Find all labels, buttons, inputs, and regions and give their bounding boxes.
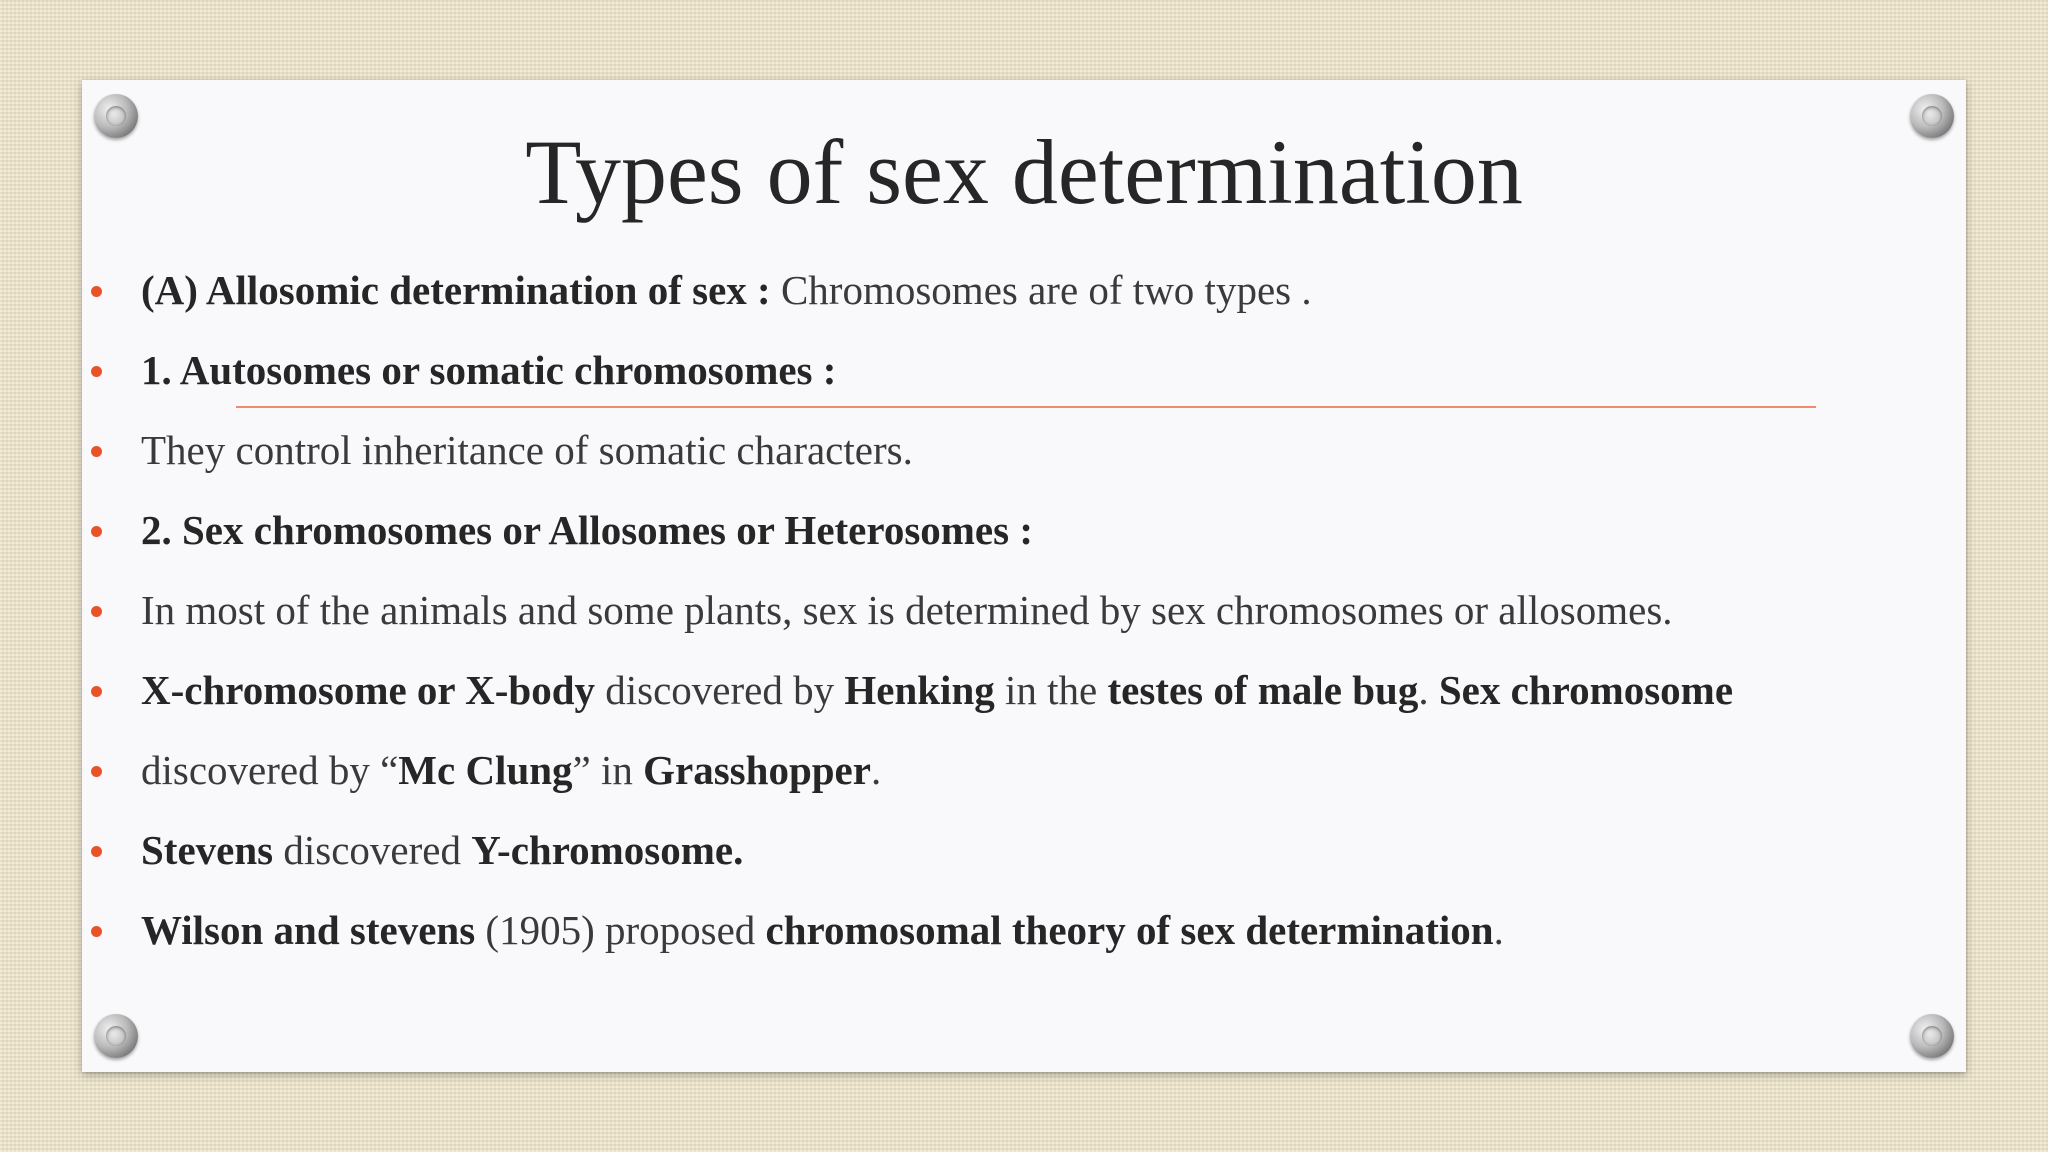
- plain-text: in the: [994, 667, 1108, 713]
- bullet-dot-icon: [91, 926, 102, 937]
- bullet-dot-icon: [91, 766, 102, 777]
- bullet-dot-icon: [91, 606, 102, 617]
- bullet-item: [82, 342, 1966, 398]
- bullet-dot-icon: [91, 686, 102, 697]
- bullet-item: [82, 582, 1966, 638]
- bullet-text: [141, 262, 1906, 318]
- bullet-text: [141, 342, 1906, 398]
- plain-text: In most of the animals and some plants, sex is determined by sex chromosomes or allosomes.: [141, 587, 1673, 633]
- plain-text: ” in: [572, 747, 644, 793]
- bold-text: X-chromosome or X-body: [141, 667, 596, 713]
- plain-text: (1905) proposed: [475, 907, 766, 953]
- bullet-text: [141, 582, 1906, 638]
- bullet-text: [141, 502, 1906, 558]
- bold-text: 1. Autosomes or somatic chromosomes :: [141, 347, 837, 393]
- bullet-item: [82, 662, 1966, 718]
- plain-text: .: [870, 747, 882, 793]
- slide-title: Types of sex determination: [525, 121, 1523, 223]
- plain-text: Chromosomes are of two types .: [780, 267, 1312, 313]
- bullet-dot-icon: [91, 366, 102, 377]
- bold-text: testes of male bug: [1107, 667, 1419, 713]
- bullet-item: [82, 422, 1966, 478]
- bullet-dot-icon: [91, 286, 102, 297]
- plain-text: discovered by: [595, 667, 845, 713]
- bullet-dot-icon: [91, 846, 102, 857]
- bold-text: chromosomal theory of sex determination: [765, 907, 1494, 953]
- grommet-icon: [1910, 1014, 1954, 1058]
- bold-text: Stevens: [141, 827, 274, 873]
- bold-text: Mc Clung: [398, 747, 573, 793]
- bold-text: Henking: [844, 667, 995, 713]
- bold-text: Y-chromosome.: [471, 827, 744, 873]
- bullet-text: [141, 902, 1906, 958]
- bold-text: (A) Allosomic determination of sex :: [141, 267, 781, 313]
- bold-text: Wilson and stevens: [141, 907, 476, 953]
- bold-text: 2. Sex chromosomes or Allosomes or Heterosomes :: [141, 507, 1033, 553]
- bullet-item: [82, 262, 1966, 318]
- plain-text: .: [1418, 667, 1439, 713]
- bullet-item: [82, 902, 1966, 958]
- plain-text: discovered: [273, 827, 472, 873]
- grommet-icon: [94, 1014, 138, 1058]
- bullet-dot-icon: [91, 526, 102, 537]
- plain-text: .: [1493, 907, 1504, 953]
- bullet-item: [82, 502, 1966, 558]
- bold-text: Sex chromosome: [1438, 667, 1734, 713]
- slide-card: [82, 80, 1966, 1072]
- bullet-text: [141, 422, 1906, 478]
- plain-text: They control inheritance of somatic characters.: [141, 427, 913, 473]
- bullet-dot-icon: [91, 446, 102, 457]
- bullet-item: [82, 742, 1966, 798]
- bullet-text: [141, 822, 1906, 878]
- plain-text: discovered by “: [141, 747, 399, 793]
- bullet-text: [141, 662, 1906, 718]
- bold-text: Grasshopper: [643, 747, 871, 793]
- bullet-list: [82, 262, 1966, 982]
- bullet-item: [82, 822, 1966, 878]
- bullet-text: [141, 742, 1906, 798]
